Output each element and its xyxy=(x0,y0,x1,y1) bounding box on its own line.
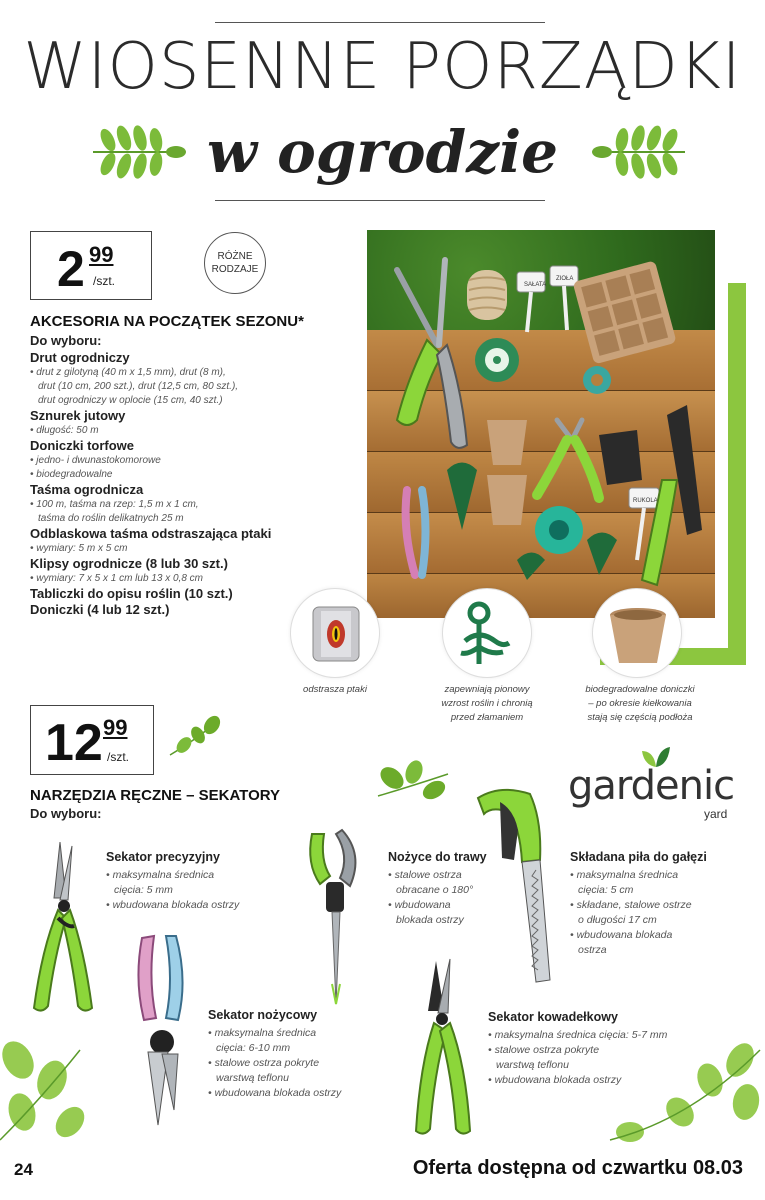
tool-feature: • składane, stalowe ostrze xyxy=(570,899,692,911)
tool-feature: • maksymalna średnica xyxy=(106,869,215,881)
tool-features xyxy=(106,868,286,913)
price-cents: 99 xyxy=(103,715,128,740)
garden-shears-icon xyxy=(397,260,467,448)
precision-pruner-icon xyxy=(22,838,102,1018)
item-bullet: • długość: 50 m xyxy=(30,425,99,436)
accessories-list xyxy=(30,350,360,618)
caption-plant-clips xyxy=(412,683,562,725)
reflective-tape-icon xyxy=(291,589,380,678)
tool-feature: • maksymalna średnica xyxy=(570,869,679,881)
list-item xyxy=(30,556,360,586)
list-item xyxy=(30,526,360,556)
item-bullet: drut (10 cm, 200 szt.), drut (12,5 cm, 80 szt.), xyxy=(38,381,239,392)
tool-feature: cięcia: 5 mm xyxy=(114,884,173,896)
tool-feature: ostrza xyxy=(578,944,607,956)
black-pot-icon xyxy=(599,430,642,485)
price-main: 2 xyxy=(57,241,85,297)
accessories-items-illustration xyxy=(367,230,715,618)
bird-tape-circle xyxy=(290,588,380,678)
peat-pot-icon xyxy=(593,589,682,678)
green-frame-right xyxy=(728,283,746,665)
item-name: Odblaskowa taśma odstraszająca ptaki xyxy=(30,526,272,541)
item-bullet: drut ogrodniczy w oplocie (15 cm, 40 szt.) xyxy=(38,395,223,406)
plant-clip-icon xyxy=(443,589,532,678)
label-rukola: RUKOLA xyxy=(633,498,658,504)
small-pruner-icon xyxy=(537,420,599,498)
caption-line: przed złamaniem xyxy=(450,712,524,723)
offer-date: 08.03 xyxy=(692,1157,743,1179)
price-main: 12 xyxy=(45,714,103,772)
item-bullet: • jedno- i dwunastokomorowe xyxy=(30,455,161,466)
list-item xyxy=(30,482,360,526)
tool-feature: • maksymalna średnica cięcia: 5-7 mm xyxy=(488,1029,668,1041)
tool-title: Sekator kowadełkowy xyxy=(488,1010,618,1024)
price-unit: /szt. xyxy=(93,274,116,288)
offer-text: Oferta dostępna od czwartku xyxy=(412,1157,688,1179)
tools-heading: NARZĘDZIA RĘCZNE – SEKATORY xyxy=(30,787,281,804)
floating-leaves-icon xyxy=(372,756,454,806)
top-rule xyxy=(215,22,545,23)
tools-lead: Do wyboru: xyxy=(30,806,102,821)
plant-clip-circle xyxy=(442,588,532,678)
price-unit: /szt. xyxy=(107,750,130,764)
item-name: Doniczki torfowe xyxy=(30,438,135,453)
tool-title: Składana piła do gałęzi xyxy=(570,850,707,864)
item-bullet: • wymiary: 5 m x 5 cm xyxy=(30,543,128,554)
tool-title: Sekator nożycowy xyxy=(208,1008,318,1022)
tool-feature: • maksymalna średnica xyxy=(208,1027,317,1039)
label-salata: SAŁATA xyxy=(524,282,547,288)
list-item xyxy=(30,438,360,482)
anvil-pruner-icon xyxy=(404,955,484,1140)
tool-title: Nożyce do trawy xyxy=(388,850,487,864)
list-item xyxy=(30,408,360,438)
tool-feature: warstwą teflonu xyxy=(216,1072,289,1084)
grass-shears-icon xyxy=(302,824,372,1014)
gardenic-logo xyxy=(568,745,738,825)
tool-feature: • stalowe ostrza xyxy=(388,869,462,881)
item-name: Drut ogrodniczy xyxy=(30,350,130,365)
offer-availability xyxy=(413,1157,743,1180)
tool-features xyxy=(570,868,750,958)
caption-line: odstrasza ptaki xyxy=(303,684,367,695)
item-name: Sznurek jutowy xyxy=(30,408,126,423)
right-leaf-sprig-icon xyxy=(590,122,690,182)
tool-feature: • stalowe ostrza pokryte xyxy=(208,1057,320,1069)
item-bullet: • biodegradowalne xyxy=(30,469,113,480)
tool-feature: cięcia: 6-10 mm xyxy=(216,1042,291,1054)
page-number: 24 xyxy=(14,1160,33,1179)
caption-line: biodegradowalne doniczki xyxy=(585,684,695,695)
item-name: Klipsy ogrodnicze (8 lub 30 szt.) xyxy=(30,556,228,571)
bottom-right-foliage-icon xyxy=(600,1040,765,1150)
tool-feature: cięcia: 5 cm xyxy=(578,884,634,896)
caption-line: stają się częścią podłoża xyxy=(587,712,693,723)
patterned-pruner-icon xyxy=(406,490,426,575)
tool-feature: • wbudowana blokada ostrzy xyxy=(208,1087,342,1099)
bypass-pruner-icon xyxy=(128,930,198,1130)
label-ziola: ZIOŁA xyxy=(556,276,574,282)
peat-pots-icon xyxy=(487,420,527,525)
price-cents: 99 xyxy=(89,242,114,267)
item-bullet: taśma do roślin delikatnych 25 m xyxy=(38,513,184,524)
item-name: Doniczki (4 lub 12 szt.) xyxy=(30,602,170,617)
wire-reel-icon xyxy=(475,338,519,382)
tool-feature: • wbudowana blokada ostrzy xyxy=(106,899,240,911)
peat-tray-icon xyxy=(573,260,677,364)
tool-feature: blokada ostrzy xyxy=(396,914,464,926)
price-box-accessories xyxy=(30,231,152,300)
small-leaves-icon xyxy=(166,713,224,761)
tool-feature: obracane o 180° xyxy=(396,884,474,896)
tool-feature: • stalowe ostrza pokryte xyxy=(488,1044,600,1056)
accessories-photo xyxy=(367,230,715,618)
tape-roll-icon xyxy=(535,366,611,554)
various-types-badge xyxy=(204,232,266,294)
item-bullet: • wymiary: 7 x 5 x 1 cm lub 13 x 0,8 cm xyxy=(30,573,203,584)
bottom-left-foliage-icon xyxy=(0,1030,110,1150)
jute-twine-icon xyxy=(467,270,507,320)
list-item xyxy=(30,350,360,408)
tool-feature: o długości 17 cm xyxy=(578,914,657,926)
badge-line-1: RÓŻNE xyxy=(217,251,253,262)
price-box-tools xyxy=(30,705,154,775)
caption-line: wzrost roślin i chronią xyxy=(441,698,533,709)
caption-line: – po okresie kiełkowania xyxy=(588,698,692,709)
brand-name: gardenic xyxy=(568,763,735,809)
tool-feature: • wbudowana blokada xyxy=(570,929,673,941)
tool-feature: • wbudowana blokada ostrzy xyxy=(488,1074,622,1086)
bottom-header-rule xyxy=(215,200,545,201)
accessories-heading: AKCESORIA NA POCZĄTEK SEZONU* xyxy=(30,313,304,330)
tool-features xyxy=(208,1026,398,1101)
accessories-lead: Do wyboru: xyxy=(30,333,102,348)
item-bullet: • drut z gilotyną (40 m x 1,5 mm), drut (8 m), xyxy=(30,367,226,378)
item-name: Tabliczki do opisu roślin (10 szt.) xyxy=(30,586,233,601)
item-name: Taśma ogrodnicza xyxy=(30,482,144,497)
caption-bird-tape xyxy=(280,683,390,697)
item-bullet: • 100 m, taśma na rzep: 1,5 m x 1 cm, xyxy=(30,499,199,510)
caption-peat-pots xyxy=(560,683,720,725)
peat-pot-circle xyxy=(592,588,682,678)
badge-line-2: RODZAJE xyxy=(211,264,259,275)
tool-feature: warstwą teflonu xyxy=(496,1059,569,1071)
page-subtitle: w ogrodzie xyxy=(206,118,559,186)
brand-sub: yard xyxy=(704,807,728,821)
caption-line: zapewniają pionowy xyxy=(444,684,530,695)
page-title: WIOSENNE PORZĄDKI xyxy=(23,30,742,104)
tool-title: Sekator precyzyjny xyxy=(106,850,220,864)
tool-feature: • wbudowana xyxy=(388,899,451,911)
